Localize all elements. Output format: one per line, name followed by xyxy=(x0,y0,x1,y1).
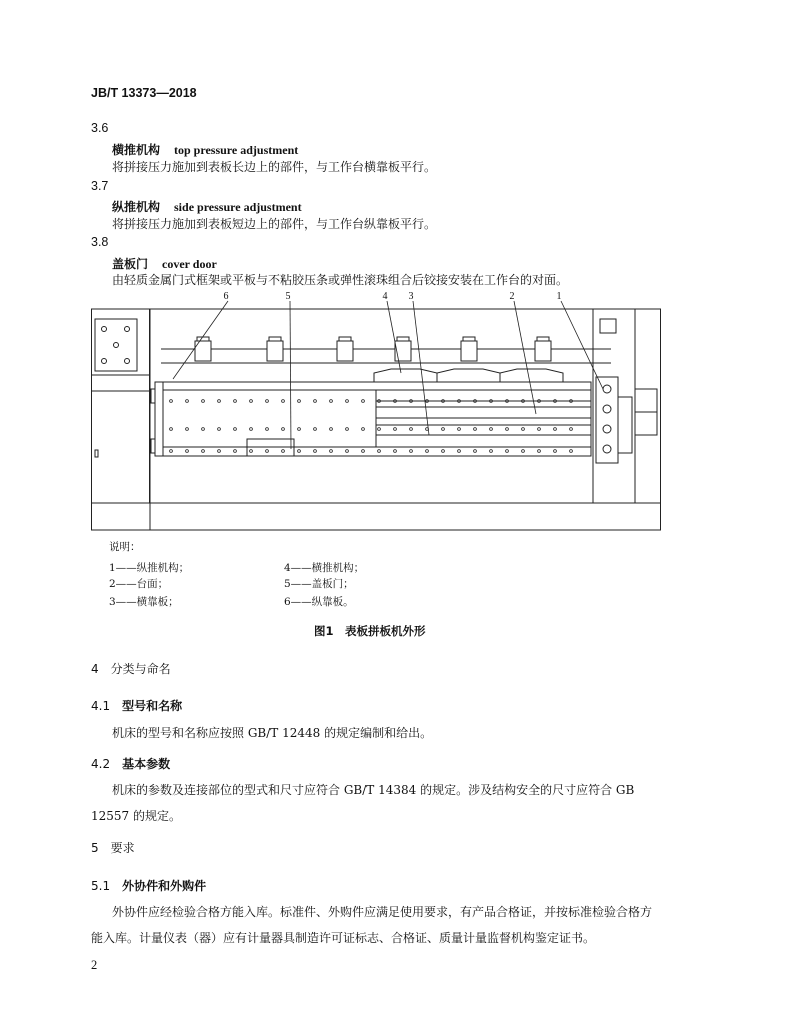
rivet-hole xyxy=(394,450,397,453)
rivet-hole xyxy=(234,450,237,453)
callout-5: 5 xyxy=(285,291,291,302)
term-zh: 横推机构 xyxy=(112,143,161,157)
section-title: 要求 xyxy=(110,841,135,855)
rivet-hole xyxy=(330,450,333,453)
callout-3: 3 xyxy=(408,291,414,302)
side-pressure-unit xyxy=(596,377,618,463)
rivet-hole xyxy=(474,428,477,431)
rivet-hole xyxy=(298,450,301,453)
left-end-plate xyxy=(155,382,163,456)
rivet-hole xyxy=(346,428,349,431)
rivet-hole xyxy=(490,450,493,453)
rivet-hole xyxy=(282,400,285,403)
rivet-hole xyxy=(314,400,317,403)
rivet-hole xyxy=(394,428,397,431)
rivet-hole xyxy=(506,428,509,431)
rivet-hole xyxy=(330,428,333,431)
callout-4: 4 xyxy=(382,291,388,302)
legend-item-3: 3——横靠板； xyxy=(109,596,179,608)
rivet-hole xyxy=(314,450,317,453)
legend-item-1: 1——纵推机构； xyxy=(109,562,190,574)
pressure-head-3 xyxy=(500,369,563,382)
rivet-hole xyxy=(282,450,285,453)
rivet-hole xyxy=(250,400,253,403)
term-zh: 纵推机构 xyxy=(112,200,161,214)
section-title: 分类与命名 xyxy=(110,662,171,676)
rivet-hole xyxy=(378,428,381,431)
rivet-hole xyxy=(362,428,365,431)
rivet-hole xyxy=(426,450,429,453)
rivet-hole xyxy=(442,428,445,431)
rivet-hole xyxy=(458,450,461,453)
rivet-hole xyxy=(186,450,189,453)
rivet-hole xyxy=(202,428,205,431)
rivet-hole xyxy=(170,428,173,431)
table-body xyxy=(163,382,591,456)
rivet-hole xyxy=(538,428,541,431)
definition-3-6: 将拼接压力施加到表板长边上的部件，与工作台横靠板平行。 xyxy=(112,160,437,174)
callout-6: 6 xyxy=(223,291,229,302)
callout-2: 2 xyxy=(509,291,515,302)
pressure-head-1 xyxy=(374,369,437,382)
definition-3-8: 由轻质金属门式框架或平板与不粘胶压条或弹性滚珠组合后铰接安装在工作台的对面。 xyxy=(112,273,569,287)
rivet-hole xyxy=(298,400,301,403)
section-4-2-text: 机床的参数及连接部位的型式和尺寸应符合 GB/T 14384 的规定。涉及结构安全的尺寸应符合 GB 12557 的规定。 xyxy=(91,783,635,823)
legend-item-2: 2——台面； xyxy=(109,578,169,590)
rivet-hole xyxy=(458,428,461,431)
section-number: 5.1 xyxy=(91,879,111,893)
rivet-hole xyxy=(362,400,365,403)
rivet-hole xyxy=(170,450,173,453)
rivet-hole xyxy=(266,400,269,403)
rivet-hole xyxy=(554,450,557,453)
rivet-hole xyxy=(410,450,413,453)
rivet-hole xyxy=(410,428,413,431)
rivet-hole xyxy=(186,428,189,431)
section-5-1-text: 外协件应经检验合格方能入库。标准件、外购件应满足使用要求，有产品合格证，并按标准检验合格方能入库。计量仪表（器）应有计量器具制造许可证标志、合格证、质量计量监督机构鉴定证书。 xyxy=(91,905,653,945)
term-en: top pressure adjustment xyxy=(174,143,299,157)
rivet-hole xyxy=(314,428,317,431)
rivet-hole xyxy=(442,450,445,453)
legend-title: 说明： xyxy=(109,541,141,553)
rivet-hole xyxy=(298,428,301,431)
rivet-hole xyxy=(218,428,221,431)
rivet-hole xyxy=(554,428,557,431)
rivet-hole xyxy=(474,450,477,453)
rivet-hole xyxy=(346,450,349,453)
section-5-1-heading xyxy=(91,877,206,894)
section-4-2-heading xyxy=(91,755,170,772)
clause-number-3-7: 3.7 xyxy=(91,179,109,193)
control-cabinet xyxy=(92,309,150,503)
section-4-1-heading xyxy=(91,697,182,714)
legend-item-5: 5——盖板门； xyxy=(284,578,354,590)
rivet-hole xyxy=(330,400,333,403)
cabinet-handle xyxy=(95,450,98,457)
definition-3-7: 将拼接压力施加到表板短边上的部件，与工作台纵靠板平行。 xyxy=(112,217,437,231)
rivet-hole xyxy=(266,428,269,431)
section-title: 外协件和外购件 xyxy=(122,879,207,893)
rivet-hole xyxy=(506,450,509,453)
rivet-hole xyxy=(250,428,253,431)
rivet-hole xyxy=(170,400,173,403)
rivet-hole xyxy=(250,450,253,453)
figure-caption: 图1 表板拼板机外形 xyxy=(314,624,426,638)
rivet-hole xyxy=(490,428,493,431)
term-en: side pressure adjustment xyxy=(174,200,302,214)
rivet-hole xyxy=(378,450,381,453)
section-5-heading xyxy=(91,839,135,856)
legend-item-6: 6——纵靠板。 xyxy=(284,596,354,608)
rivet-hole xyxy=(218,400,221,403)
legend-item-4: 4——横推机构； xyxy=(284,562,365,574)
right-housing xyxy=(593,309,635,503)
rivet-hole xyxy=(522,450,525,453)
term-en: cover door xyxy=(162,257,217,271)
section-number: 4.2 xyxy=(91,757,111,771)
section-title: 基本参数 xyxy=(122,757,171,771)
clause-number-3-6: 3.6 xyxy=(91,121,109,135)
section-4-heading xyxy=(91,660,171,677)
rivet-hole xyxy=(346,400,349,403)
machine-outline-figure xyxy=(91,289,661,531)
section-number: 4 xyxy=(91,662,99,676)
section-4-1-text: 机床的型号和名称应按照 GB/T 12448 的规定编制和给出。 xyxy=(112,726,433,740)
pressure-head-2 xyxy=(437,369,500,382)
document-number: JB/T 13373—2018 xyxy=(91,86,197,100)
term-zh: 盖板门 xyxy=(112,257,149,271)
rivet-hole xyxy=(234,428,237,431)
rivet-hole xyxy=(282,428,285,431)
section-number: 4.1 xyxy=(91,699,111,713)
rivet-hole xyxy=(266,450,269,453)
callout-1: 1 xyxy=(556,291,562,302)
rivet-hole xyxy=(570,428,573,431)
rivet-hole xyxy=(522,428,525,431)
rivet-hole xyxy=(538,450,541,453)
rivet-hole xyxy=(570,450,573,453)
clause-number-3-8: 3.8 xyxy=(91,235,109,249)
rivet-hole xyxy=(362,450,365,453)
rivet-hole xyxy=(202,450,205,453)
rivet-holes xyxy=(170,400,573,453)
page-number: 2 xyxy=(91,958,98,972)
control-panel xyxy=(95,319,137,371)
rivet-hole xyxy=(202,400,205,403)
rivet-hole xyxy=(218,450,221,453)
section-number: 5 xyxy=(91,841,99,855)
section-title: 型号和名称 xyxy=(122,699,183,713)
rivet-hole xyxy=(186,400,189,403)
rivet-hole xyxy=(234,400,237,403)
